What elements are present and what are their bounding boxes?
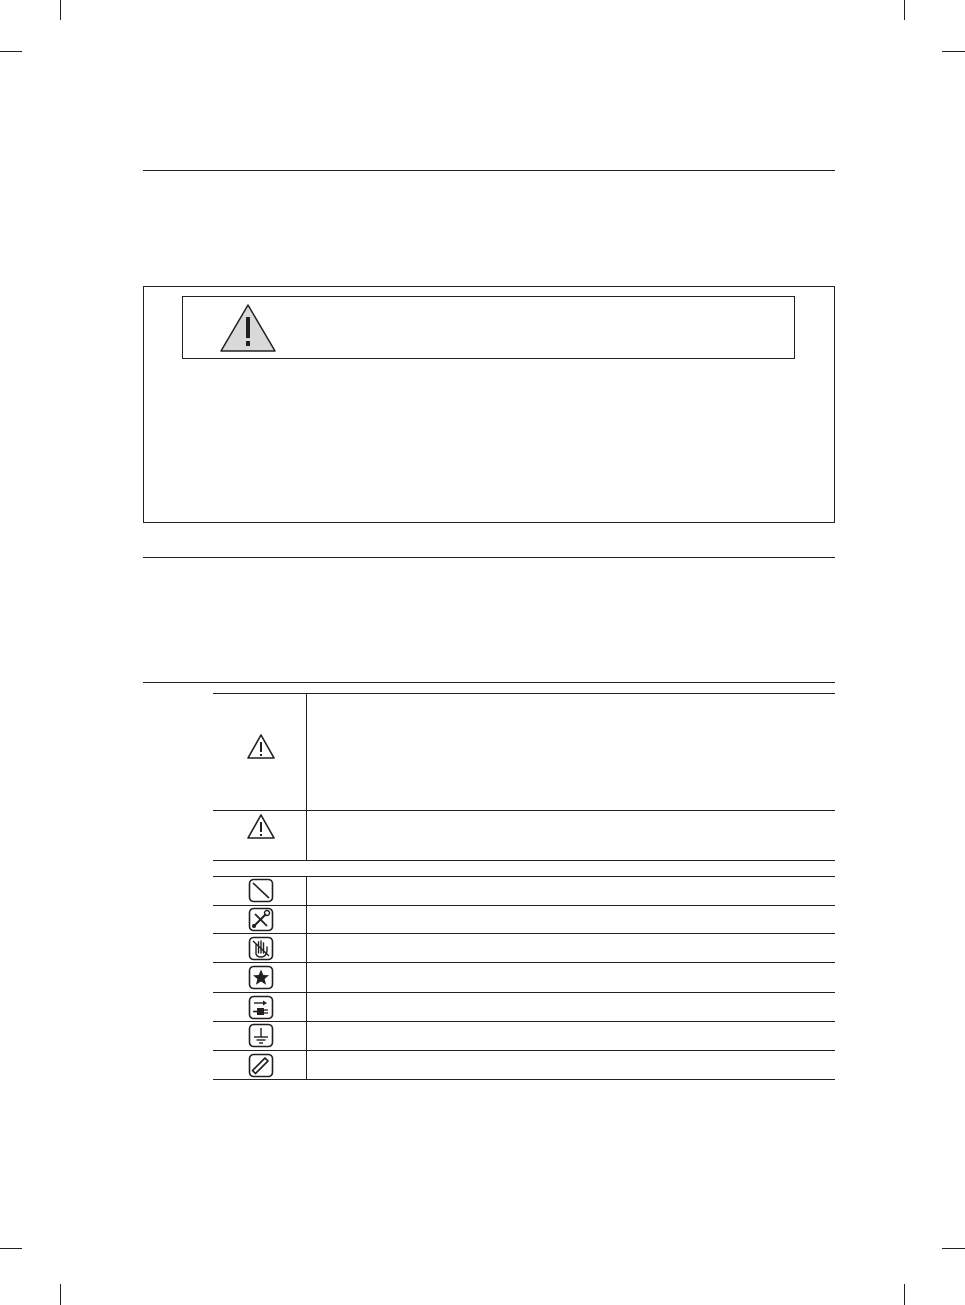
crop-mark-bottom-left-v xyxy=(60,1284,61,1305)
crop-mark-top-left-v xyxy=(60,0,61,20)
table-column-divider xyxy=(306,876,307,1080)
section-rule-middle xyxy=(143,557,835,558)
crop-mark-bottom-right-h xyxy=(942,1248,965,1249)
call-service-icon xyxy=(248,1053,274,1078)
table-column-divider xyxy=(306,693,307,860)
unplug-icon xyxy=(248,995,274,1020)
follow-directions-icon xyxy=(248,965,274,990)
caution-triangle-icon xyxy=(246,813,276,840)
ground-icon xyxy=(248,1023,274,1048)
crop-mark-bottom-left-h xyxy=(0,1248,22,1249)
crop-mark-top-left-h xyxy=(0,51,22,52)
table-rule xyxy=(213,860,835,861)
prohibited-icon xyxy=(248,878,274,903)
crop-mark-top-right-v xyxy=(904,0,905,20)
section-rule-symbols xyxy=(143,682,835,683)
do-not-touch-icon xyxy=(248,936,274,961)
do-not-disassemble-icon xyxy=(248,907,274,932)
warning-triangle-icon xyxy=(246,733,276,760)
crop-mark-bottom-right-v xyxy=(904,1284,905,1305)
section-rule-top xyxy=(143,170,835,171)
warning-triangle-icon xyxy=(219,303,277,353)
crop-mark-top-right-h xyxy=(942,51,965,52)
